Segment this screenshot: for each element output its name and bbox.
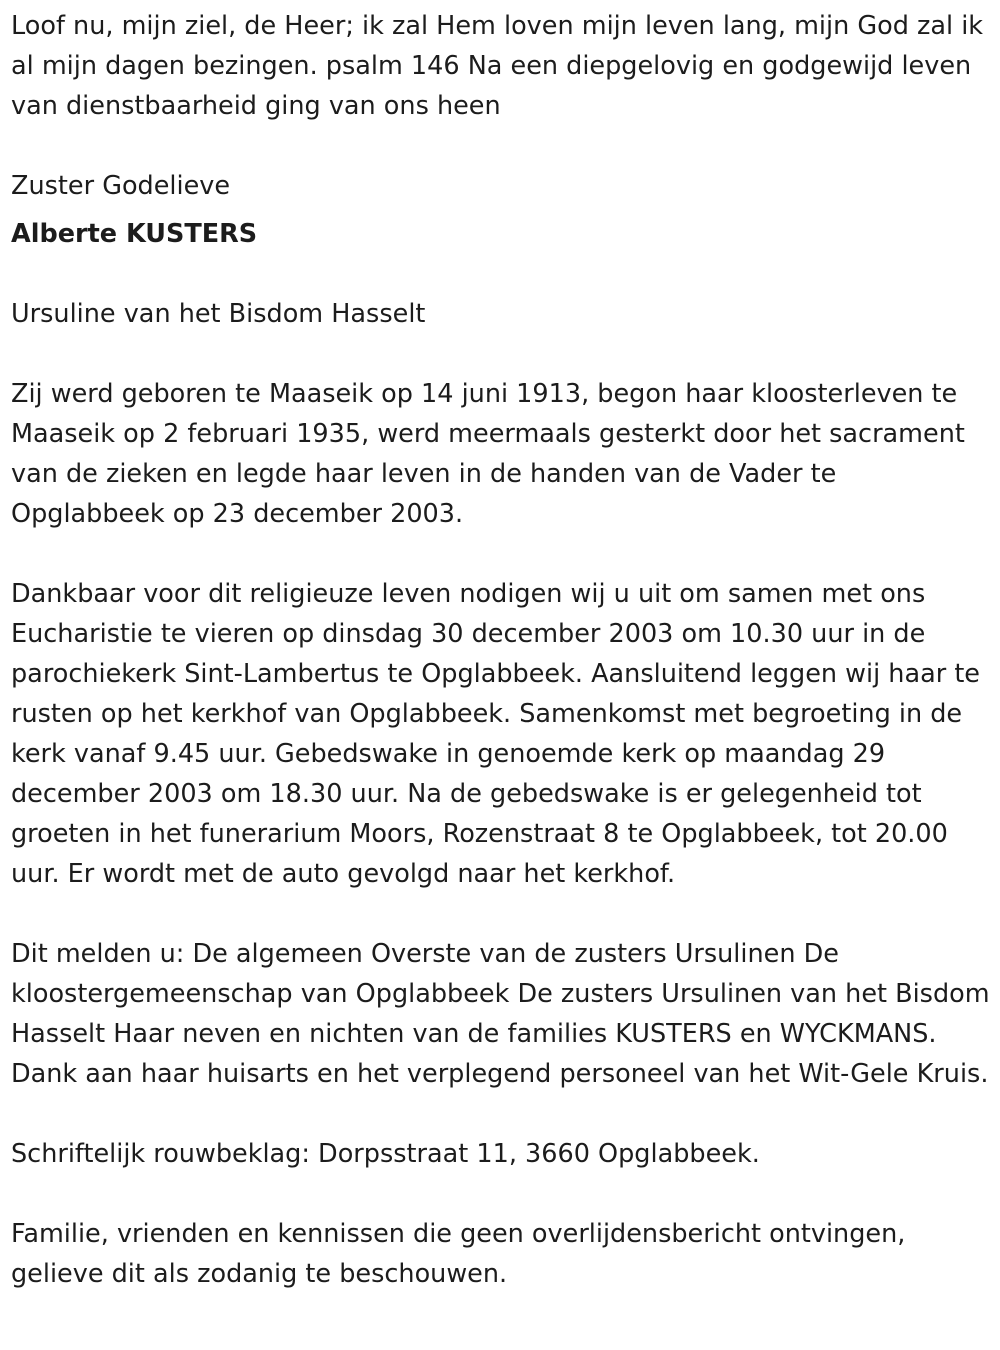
spacer: [11, 1094, 991, 1134]
biography-paragraph: Zij werd geboren te Maaseik op 14 juni 1913, begon haar kloosterleven te Maaseik op 2 februari 1935, werd meermaals gesterkt door het sacrament van de zieken en legde haar leven in de handen van de Vader te Opglabbeek op 23 december 2003.: [11, 379, 965, 529]
spacer: [11, 534, 991, 574]
intro-paragraph: Loof nu, mijn ziel, de Heer; ik zal Hem loven mijn leven lang, mijn God zal ik al mijn dagen bezingen. psalm 146 Na een diepgelovig en godgewijd leven van dienstbaarheid ging van ons heen: [11, 11, 984, 121]
spacer: [11, 254, 991, 294]
condolence-address: Schriftelijk rouwbeklag: Dorpsstraat 11, 3660 Opglabbeek.: [11, 1139, 760, 1169]
spacer: [11, 126, 991, 166]
announcers-paragraph: Dit melden u: De algemeen Overste van de zusters Ursulinen De kloostergemeenschap van Opglabbeek De zusters Ursulinen van het Bisdom Hasselt Haar neven en nichten van de families KUSTERS en WYCKMANS. Dank aan haar huisarts en het verplegend personeel van het Wit-Gele Kruis.: [11, 939, 990, 1089]
deceased-name: Alberte KUSTERS: [11, 219, 258, 249]
obituary-notice: [11, 6, 991, 1294]
religious-name: Zuster Godelieve: [11, 171, 231, 201]
order-line: Ursuline van het Bisdom Hasselt: [11, 299, 426, 329]
spacer: [11, 1174, 991, 1214]
spacer: [11, 206, 991, 214]
spacer: [11, 894, 991, 934]
spacer: [11, 334, 991, 374]
closing-note: Familie, vrienden en kennissen die geen overlijdensbericht ontvingen, gelieve dit als zodanig te beschouwen.: [11, 1219, 906, 1289]
service-paragraph: Dankbaar voor dit religieuze leven nodigen wij u uit om samen met ons Eucharistie te vieren op dinsdag 30 december 2003 om 10.30 uur in de parochiekerk Sint-Lambertus te Opglabbeek. Aansluitend leggen wij haar te rusten op het kerkhof van Opglabbeek. Samenkomst met begroeting in de kerk vanaf 9.45 uur. Gebedswake in genoemde kerk op maandag 29 december 2003 om 18.30 uur. Na de gebedswake is er gelegenheid tot groeten in het funerarium Moors, Rozenstraat 8 te Opglabbeek, tot 20.00 uur. Er wordt met de auto gevolgd naar het kerkhof.: [11, 579, 980, 889]
